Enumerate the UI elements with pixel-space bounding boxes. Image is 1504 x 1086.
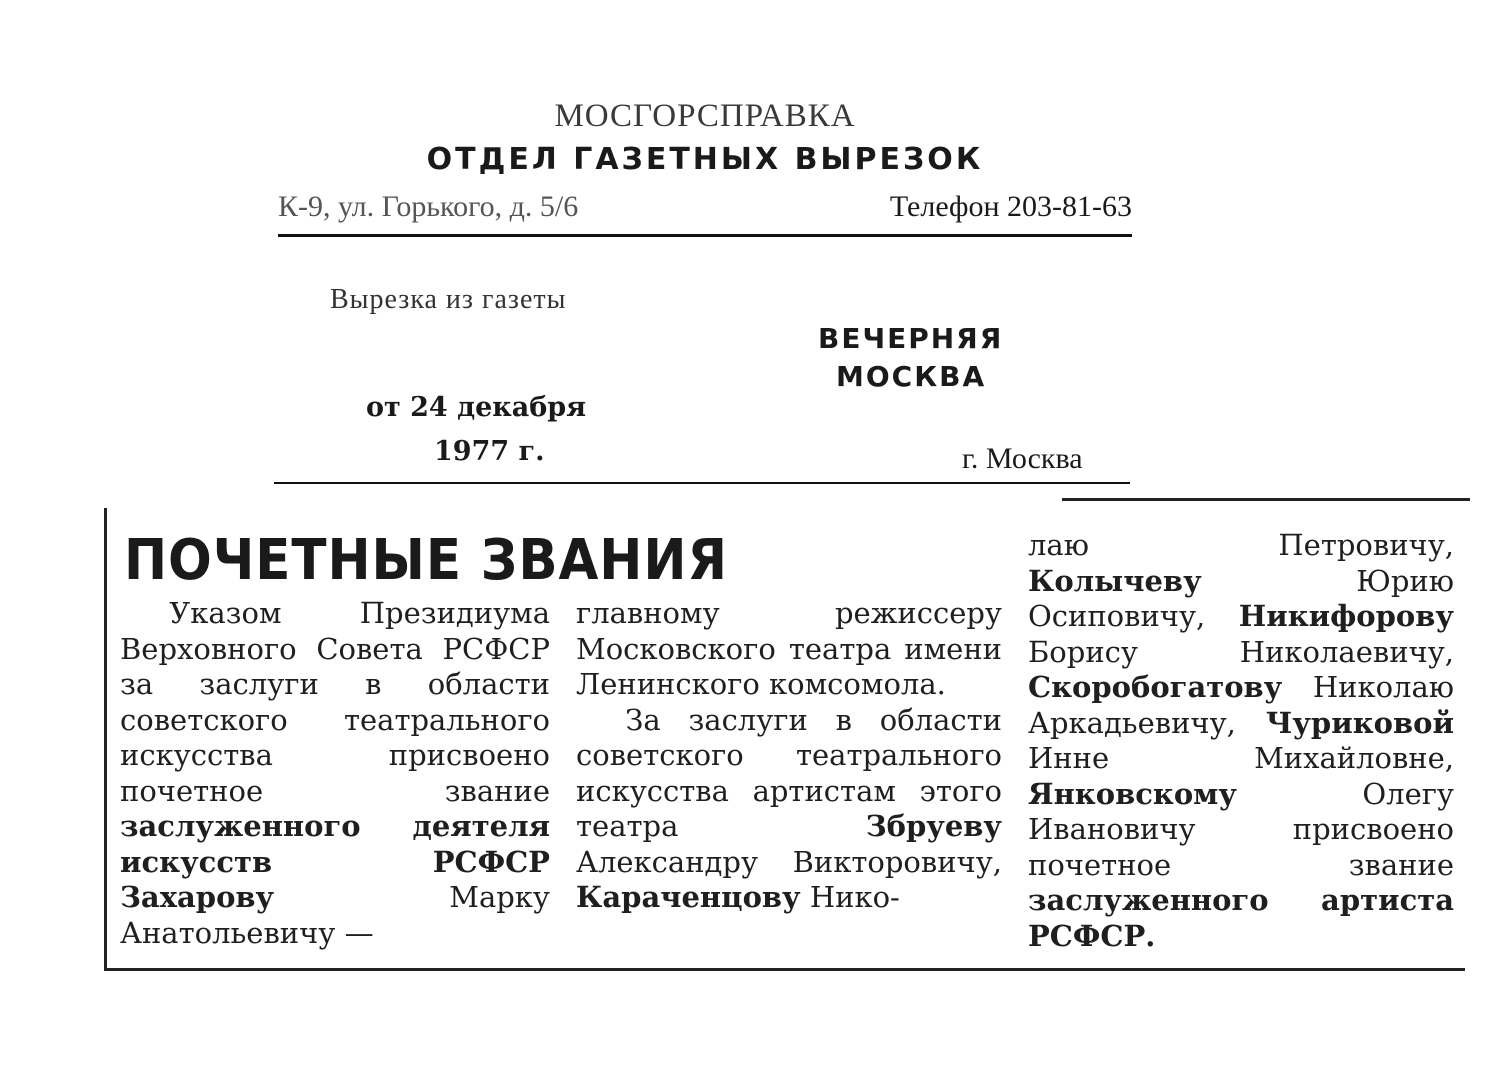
bold-run: Збруеву <box>865 809 1002 843</box>
clipping-date-line2: 1977 г. <box>434 436 545 467</box>
bold-run: заслуженного артиста РСФСР. <box>1028 883 1454 953</box>
address: К-9, ул. Горького, д. 5/6 <box>278 190 579 223</box>
bold-run: Скоробогатову <box>1028 670 1283 704</box>
newspaper-name-line2: МОСКВА <box>836 360 987 393</box>
bold-run: Никифорову <box>1238 599 1454 633</box>
clipping-top-edge <box>1062 498 1470 501</box>
text-run: Николаю Аркадьевичу, <box>1028 670 1454 740</box>
text-run: Олегу Ивановичу присвоено почетное звание <box>1028 776 1454 882</box>
bold-run: Янковскому <box>1028 776 1237 811</box>
department-name: ОТДЕЛ ГАЗЕТНЫХ ВЫРЕЗОК <box>426 142 984 177</box>
bold-run: Колычеву <box>1028 563 1202 598</box>
newspaper-name-line1: ВЕЧЕРНЯЯ <box>818 322 1004 355</box>
header-divider <box>274 482 1130 484</box>
text-run: Борису Николаевичу, <box>1028 634 1454 669</box>
text-run: Указом Президиума Верховного Совета РСФСР за заслуги в области советского театрального искусства присвоено почетное звание <box>120 596 550 808</box>
paragraph: главному режиссеру Московского театра имени Ленинского комсомола. <box>576 596 1002 701</box>
bold-run: заслуженного деятеля искусств РСФСР Захарову <box>120 809 550 914</box>
text-run: Юрию Осиповичу, <box>1028 563 1454 633</box>
text-run: лаю Петровичу, <box>1028 528 1454 562</box>
city: г. Москва <box>962 442 1083 475</box>
bold-run: Чуриковой <box>1265 705 1454 740</box>
bold-run: Караченцову <box>576 880 801 914</box>
article-column-3 <box>1028 528 1454 954</box>
text-run: Инне Михайловне, <box>1028 741 1454 775</box>
text-run: Александру Викторовичу, <box>576 844 1002 879</box>
address-row <box>278 190 1132 237</box>
text-run: Марку Анатольевичу — <box>120 880 550 950</box>
article-title: ПОЧЕТНЫЕ ЗВАНИЯ <box>124 528 728 593</box>
agency-name: МОСГОРСПРАВКА <box>554 98 856 134</box>
article-column-1 <box>120 596 550 951</box>
clipping-label: Вырезка из газеты <box>330 284 567 315</box>
article-column-2 <box>576 596 1002 916</box>
phone: Телефон 203-81-63 <box>889 190 1132 223</box>
clipping-date-line1: от 24 декабря <box>366 392 587 423</box>
text-run: Нико- <box>800 880 900 914</box>
text-run: За заслуги в области советского театрального искусства артистам этого театра <box>576 702 1002 843</box>
